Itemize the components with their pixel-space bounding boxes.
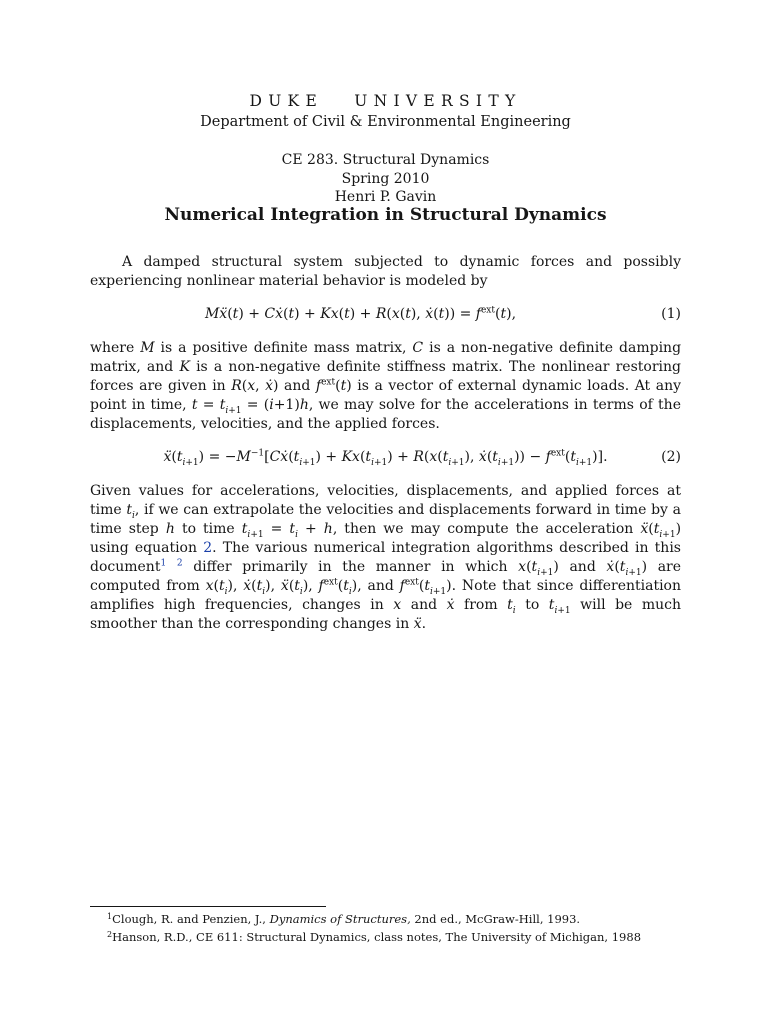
footnote-2: $^2$Hanson, R.D., CE 611: Structural Dynamics, class notes, The University of Michigan, 1988 (107, 930, 642, 944)
footnote-1-link[interactable]: 1 (160, 558, 167, 569)
footnote-divider (90, 906, 326, 907)
footnote-2-link[interactable]: 2 (176, 558, 183, 569)
document-title: Numerical Integration in Structural Dynamics (164, 205, 607, 225)
equation-2-link[interactable]: 2 (203, 540, 213, 556)
footnote-1: $^1$Clough, R. and Penzien, J., Dynamics of Structures, 2nd ed., McGraw-Hill, 1993. (107, 912, 581, 926)
footnotes (107, 909, 727, 945)
paragraph-definitions: where M is a positive definite mass matrix, C is a non-negative definite damping matrix, and K is a non-negative definite stiffness matrix. The nonlinear restoring forces are given in R(x, ẋ) and $f^{ext}(t)$ is a vector of external dynamic loads. At any point in time, $t = t_{i+1} = (i+1)h$, we may solve for the accelerations in terms of the displacements, velocities, and the applied forces. (90, 340, 682, 432)
university-name: DUKE UNIVERSITY (249, 92, 522, 110)
paragraph-algorithms: Given values for accelerations, velocities, displacements, and applied forces at time $t_i$, if we can extrapolate the velocities and displacements forward in time by a time step h to time $t_{i+1} = t_i + h$, then we may compute the acceleration $ẍ(t_{i+1})$ using equation 2. The various numerical integration algorithms described in this document$^1$ $^2$ differ primarily in the manner in which $x(t_{i+1})$ and $ẋ(t_{i+1})$ are computed from $x(t_i)$, $ẋ(t_i)$, $ẍ(t_i)$, $f^{ext}(t_i)$, and $f^{ext}(t_{i+1})$. Note that since differentiation amplifies high frequencies, changes in x and ẋ from $t_i$ to $t_{i+1}$ will be much smoother than the corresponding changes in ẍ. (90, 483, 682, 632)
department-name: Department of Civil & Environmental Engineering (200, 114, 571, 130)
paragraph-intro: A damped structural system subjected to dynamic forces and possibly experiencing nonlinear material behavior is modeled by (90, 254, 681, 289)
equation-1-number: (1) (661, 306, 681, 322)
equation-2-number: (2) (661, 449, 681, 465)
course-info (90, 151, 681, 207)
course-author: Henri P. Gavin (334, 189, 437, 205)
equation-1-body: Mẍ(t) + Cẋ(t) + Kx(t) + R(x(t), ẋ(t)) = $f^{ext}(t)$, (204, 305, 517, 322)
course-term: Spring 2010 (341, 170, 430, 187)
equation-2-body: $ẍ(t_{i+1})$ = $-M^{-1}[Cẋ(t_{i+1}) + Kx(t_{i+1}) + R(x(t_{i+1})$, $ẋ(t_{i+1})) - f^{ext}(t_{i+1})$]. (163, 448, 608, 468)
course-title: CE 283. Structural Dynamics (281, 152, 490, 168)
